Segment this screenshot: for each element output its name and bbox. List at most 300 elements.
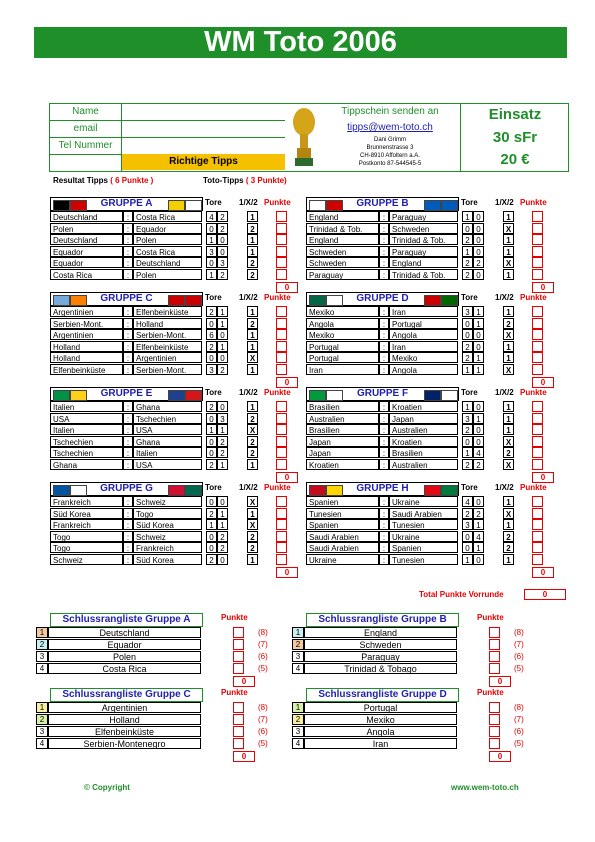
home-goals[interactable]: 3 (462, 413, 473, 424)
home-goals[interactable]: 6 (206, 329, 217, 340)
away-goals[interactable]: 4 (473, 531, 484, 542)
final-points-box (233, 651, 244, 662)
toto-tip[interactable]: 1 (503, 246, 514, 257)
total-preliminary-value: 0 (524, 589, 566, 600)
home-goals[interactable]: 0 (206, 447, 217, 458)
toto-tip[interactable]: X (247, 424, 258, 435)
away-goals[interactable]: 2 (473, 459, 484, 470)
away-goals[interactable]: 0 (473, 269, 484, 280)
away-goals[interactable]: 0 (473, 211, 484, 222)
away-goals[interactable]: 2 (217, 531, 228, 542)
toto-tip[interactable]: 1 (247, 211, 258, 222)
toto-tip[interactable]: 2 (247, 531, 258, 542)
away-goals[interactable]: 0 (473, 223, 484, 234)
home-goals[interactable]: 0 (206, 496, 217, 507)
match-row (50, 496, 310, 507)
match-row (306, 329, 566, 340)
final-team[interactable]: Paraguay (304, 651, 457, 662)
away-team: Ghana (133, 401, 202, 412)
home-goals[interactable]: 0 (206, 223, 217, 234)
flag-icon (309, 485, 326, 496)
toto-tip[interactable]: 1 (247, 329, 258, 340)
toto-tip[interactable]: 2 (247, 223, 258, 234)
separator: : (379, 352, 389, 363)
flag-icon (424, 295, 441, 306)
away-goals[interactable]: 1 (217, 519, 228, 530)
away-goals[interactable]: 1 (217, 508, 228, 519)
toto-tip[interactable]: 1 (247, 508, 258, 519)
toto-tip[interactable]: 1 (247, 401, 258, 412)
send-postkonto: Postkonto 87-544545-5 (358, 161, 422, 167)
match-row (306, 496, 566, 507)
match-row (306, 447, 566, 458)
toto-tip[interactable]: 2 (503, 542, 514, 553)
separator: : (123, 223, 133, 234)
final-team[interactable]: Iran (304, 738, 457, 749)
toto-tip[interactable]: 2 (247, 436, 258, 447)
away-goals[interactable]: 1 (473, 306, 484, 317)
toto-tip[interactable]: X (503, 436, 514, 447)
final-team[interactable]: Argentinien (48, 702, 201, 713)
tip-header: 1/X/2 (239, 483, 258, 492)
separator: : (123, 554, 133, 565)
toto-tip[interactable]: X (503, 257, 514, 268)
final-points-value: (5) (514, 739, 524, 748)
points-box (532, 257, 543, 268)
final-team[interactable]: Holland (48, 714, 201, 725)
toto-tip[interactable]: 1 (503, 352, 514, 363)
home-goals[interactable]: 3 (206, 364, 217, 375)
final-points-header: Punkte (477, 688, 504, 697)
away-goals[interactable]: 2 (217, 211, 228, 222)
final-team[interactable]: England (304, 627, 457, 638)
group-name: GRUPPE H (356, 483, 409, 494)
home-goals[interactable]: 2 (462, 352, 473, 363)
group-total: 0 (532, 282, 554, 293)
points-box (532, 447, 543, 458)
final-team[interactable]: Portugal (304, 702, 457, 713)
toto-tip[interactable]: 2 (247, 257, 258, 268)
toto-tip[interactable]: X (247, 496, 258, 507)
away-team: Ukraine (389, 531, 458, 542)
final-team[interactable]: Mexiko (304, 714, 457, 725)
match-row (306, 257, 566, 268)
toto-tip[interactable]: 1 (247, 459, 258, 470)
home-goals[interactable]: 2 (462, 508, 473, 519)
away-goals[interactable]: 0 (473, 341, 484, 352)
home-goals[interactable]: 0 (462, 223, 473, 234)
final-points-value: (6) (258, 727, 268, 736)
points-box (532, 269, 543, 280)
away-goals[interactable]: 2 (217, 269, 228, 280)
home-goals[interactable]: 2 (462, 269, 473, 280)
away-goals[interactable]: 0 (217, 246, 228, 257)
separator: : (379, 269, 389, 280)
away-team: Argentinien (133, 352, 202, 363)
final-team[interactable]: Deutschland (48, 627, 201, 638)
away-goals[interactable]: 0 (217, 352, 228, 363)
final-points-value: (8) (514, 628, 524, 637)
home-goals[interactable]: 2 (462, 234, 473, 245)
flag-icon (309, 200, 326, 211)
final-total: 0 (489, 751, 511, 762)
final-points-box (489, 738, 500, 749)
match-row (306, 554, 566, 565)
name-field[interactable] (122, 104, 285, 121)
home-goals[interactable]: 0 (462, 436, 473, 447)
final-team[interactable]: Costa Rica (48, 663, 201, 674)
flag-icon (326, 295, 343, 306)
toto-tip[interactable]: 1 (247, 234, 258, 245)
points-header: Punkte (520, 388, 547, 397)
home-team: England (306, 211, 379, 222)
points-box (276, 341, 287, 352)
goals-header: Tore (205, 388, 222, 397)
home-team: Elfenbeinküste (50, 364, 123, 375)
home-goals[interactable]: 4 (206, 211, 217, 222)
final-total: 0 (489, 676, 511, 687)
home-goals[interactable]: 2 (206, 554, 217, 565)
toto-tip[interactable]: 1 (503, 401, 514, 412)
final-ranking-title: Schlussrangliste Gruppe C (50, 688, 203, 702)
toto-tip[interactable]: 1 (503, 341, 514, 352)
away-goals[interactable]: 3 (217, 413, 228, 424)
toto-tip[interactable]: 2 (503, 531, 514, 542)
home-team: Tschechien (50, 436, 123, 447)
flag-icon (70, 390, 87, 401)
group-title (306, 387, 459, 401)
toto-tip[interactable]: 1 (247, 306, 258, 317)
final-team[interactable]: Angola (304, 726, 457, 737)
away-team: Equador (133, 223, 202, 234)
away-goals[interactable]: 0 (473, 496, 484, 507)
points-box (532, 554, 543, 565)
toto-tip[interactable]: X (503, 459, 514, 470)
group-name: GRUPPE G (100, 483, 153, 494)
away-goals[interactable]: 1 (217, 341, 228, 352)
points-box (532, 436, 543, 447)
separator: : (379, 306, 389, 317)
match-row (50, 257, 310, 268)
home-goals[interactable]: 1 (462, 401, 473, 412)
away-team: Portugal (389, 318, 458, 329)
final-points-value: (7) (514, 715, 524, 724)
away-team: Trinidad & Tob. (389, 234, 458, 245)
separator: : (123, 211, 133, 222)
rank-number: 2 (292, 639, 304, 650)
toto-tip[interactable]: 1 (503, 413, 514, 424)
group-total: 0 (276, 282, 298, 293)
flag-icon (424, 485, 441, 496)
home-team: Frankreich (50, 519, 123, 530)
final-points-box (489, 702, 500, 713)
away-goals[interactable]: 2 (217, 447, 228, 458)
match-row (50, 318, 310, 329)
away-goals[interactable]: 1 (217, 459, 228, 470)
away-goals[interactable]: 2 (217, 542, 228, 553)
home-goals[interactable]: 2 (206, 508, 217, 519)
final-points-value: (7) (514, 640, 524, 649)
away-goals[interactable]: 1 (217, 424, 228, 435)
toto-tip[interactable]: 2 (247, 542, 258, 553)
goals-header: Tore (461, 198, 478, 207)
home-goals[interactable]: 2 (206, 306, 217, 317)
home-team: Saudi Arabien (306, 542, 379, 553)
home-team: Equador (50, 257, 123, 268)
home-team: Togo (50, 531, 123, 542)
toto-tip[interactable]: 1 (503, 269, 514, 280)
page-title: WM Toto 2006 (34, 27, 567, 58)
away-team: Iran (389, 306, 458, 317)
home-goals[interactable]: 1 (206, 234, 217, 245)
away-goals[interactable]: 0 (473, 554, 484, 565)
group-total: 0 (276, 567, 298, 578)
away-team: Tunesien (389, 554, 458, 565)
away-goals[interactable]: 0 (217, 329, 228, 340)
away-goals[interactable]: 1 (217, 318, 228, 329)
final-points-box (489, 714, 500, 725)
match-row (50, 329, 310, 340)
home-goals[interactable]: 1 (206, 269, 217, 280)
separator: : (379, 318, 389, 329)
home-team: Süd Korea (50, 508, 123, 519)
home-goals[interactable]: 1 (462, 554, 473, 565)
home-goals[interactable]: 2 (206, 459, 217, 470)
stake-eur: 20 € (500, 151, 530, 168)
toto-tip[interactable]: X (503, 223, 514, 234)
final-points-box (489, 726, 500, 737)
home-goals[interactable]: 1 (462, 246, 473, 257)
points-box (276, 223, 287, 234)
match-row (50, 436, 310, 447)
away-goals[interactable]: 3 (217, 257, 228, 268)
match-row (306, 352, 566, 363)
rank-number: 1 (292, 627, 304, 638)
home-goals[interactable]: 0 (206, 531, 217, 542)
toto-tip[interactable]: X (247, 519, 258, 530)
toto-tip[interactable]: 1 (503, 496, 514, 507)
match-row (50, 246, 310, 257)
home-goals[interactable]: 2 (462, 341, 473, 352)
rank-number: 1 (36, 627, 48, 638)
home-goals[interactable]: 0 (206, 318, 217, 329)
toto-tip[interactable]: 1 (247, 554, 258, 565)
flag-icon (53, 485, 70, 496)
goals-header: Tore (461, 388, 478, 397)
rank-number: 1 (292, 702, 304, 713)
points-header: Punkte (264, 198, 291, 207)
home-goals[interactable]: 1 (206, 519, 217, 530)
home-team: USA (50, 413, 123, 424)
toto-tip[interactable]: 2 (503, 447, 514, 458)
stake-chf: 30 sFr (492, 129, 538, 146)
toto-tip[interactable]: 1 (247, 364, 258, 375)
home-goals[interactable]: 0 (206, 257, 217, 268)
away-goals[interactable]: 1 (473, 519, 484, 530)
match-row (306, 269, 566, 280)
points-header: Punkte (520, 483, 547, 492)
name-label: Name (50, 104, 122, 121)
away-goals[interactable]: 0 (217, 401, 228, 412)
home-team: Trinidad & Tob. (306, 223, 379, 234)
toto-tips-points: ( 3 Punkte) (245, 176, 287, 185)
toto-tip[interactable]: 1 (503, 234, 514, 245)
home-goals[interactable]: 1 (206, 424, 217, 435)
away-goals[interactable]: 0 (473, 424, 484, 435)
toto-tip[interactable]: X (503, 329, 514, 340)
toto-tip[interactable]: 1 (503, 211, 514, 222)
tel-field[interactable] (122, 138, 285, 155)
final-total: 0 (233, 676, 255, 687)
toto-tip[interactable]: 1 (503, 554, 514, 565)
away-goals[interactable]: 0 (217, 554, 228, 565)
match-row (306, 364, 566, 375)
away-goals[interactable]: 0 (473, 436, 484, 447)
home-goals[interactable]: 2 (462, 257, 473, 268)
separator: : (123, 364, 133, 375)
points-box (532, 341, 543, 352)
final-points-box (233, 702, 244, 713)
away-goals[interactable]: 1 (473, 352, 484, 363)
final-team[interactable]: Schweden (304, 639, 457, 650)
toto-tip[interactable]: 1 (503, 424, 514, 435)
away-goals[interactable]: 1 (473, 542, 484, 553)
match-row (50, 234, 310, 245)
home-goals[interactable]: 0 (462, 542, 473, 553)
toto-tip[interactable]: 2 (247, 318, 258, 329)
away-team: Italien (133, 447, 202, 458)
separator: : (123, 401, 133, 412)
away-goals[interactable]: 2 (217, 364, 228, 375)
away-goals[interactable]: 2 (217, 436, 228, 447)
home-team: Spanien (306, 496, 379, 507)
match-row (306, 508, 566, 519)
toto-tip[interactable]: 2 (247, 269, 258, 280)
toto-tip[interactable]: 2 (503, 318, 514, 329)
home-goals[interactable]: 3 (462, 519, 473, 530)
rank-number: 4 (36, 663, 48, 674)
away-team: Deutschland (133, 257, 202, 268)
match-row (306, 318, 566, 329)
final-points-value: (8) (258, 628, 268, 637)
final-team[interactable]: Trinidad & Tobago (304, 663, 457, 674)
footer-url[interactable]: www.wem-toto.ch (451, 783, 519, 792)
away-goals[interactable]: 0 (473, 234, 484, 245)
away-goals[interactable]: 2 (217, 223, 228, 234)
toto-tip[interactable]: 1 (503, 306, 514, 317)
separator: : (379, 508, 389, 519)
points-box (532, 306, 543, 317)
toto-tip[interactable]: 1 (247, 246, 258, 257)
away-goals[interactable]: 0 (473, 329, 484, 340)
home-goals[interactable]: 0 (462, 318, 473, 329)
home-team: Australien (306, 413, 379, 424)
toto-tip[interactable]: 1 (503, 519, 514, 530)
home-goals[interactable]: 1 (462, 211, 473, 222)
away-goals[interactable]: 2 (473, 508, 484, 519)
away-goals[interactable]: 0 (217, 234, 228, 245)
tip-header: 1/X/2 (239, 293, 258, 302)
separator: : (123, 424, 133, 435)
flag-icon (441, 200, 458, 211)
home-goals[interactable]: 1 (462, 447, 473, 458)
group-title (50, 292, 203, 306)
away-goals[interactable]: 4 (473, 447, 484, 458)
flag-icon (70, 295, 87, 306)
away-goals[interactable]: 0 (473, 246, 484, 257)
away-goals[interactable]: 1 (473, 413, 484, 424)
home-team: Holland (50, 352, 123, 363)
home-goals[interactable]: 1 (462, 364, 473, 375)
away-goals[interactable]: 1 (473, 318, 484, 329)
separator: : (123, 436, 133, 447)
away-goals[interactable]: 0 (473, 401, 484, 412)
final-team[interactable]: Serbien-Montenegro (48, 738, 201, 749)
away-goals[interactable]: 1 (473, 364, 484, 375)
toto-tip[interactable]: 2 (247, 447, 258, 458)
final-team[interactable]: Polen (48, 651, 201, 662)
points-header: Punkte (264, 388, 291, 397)
home-goals[interactable]: 0 (462, 531, 473, 542)
final-team[interactable]: Equador (48, 639, 201, 650)
home-goals[interactable]: 0 (206, 352, 217, 363)
toto-tip[interactable]: 2 (247, 413, 258, 424)
home-goals[interactable]: 2 (462, 424, 473, 435)
home-goals[interactable]: 2 (206, 341, 217, 352)
final-team[interactable]: Elfenbeinküste (48, 726, 201, 737)
home-goals[interactable]: 2 (206, 401, 217, 412)
flag-icon (185, 200, 202, 211)
email-field[interactable] (122, 121, 285, 138)
toto-tip[interactable]: X (503, 508, 514, 519)
away-goals[interactable]: 2 (473, 257, 484, 268)
separator: : (379, 531, 389, 542)
flag-icon (70, 485, 87, 496)
flag-icon (53, 295, 70, 306)
separator: : (379, 496, 389, 507)
flag-icon (309, 295, 326, 306)
home-goals[interactable]: 0 (462, 329, 473, 340)
match-row (306, 459, 566, 470)
away-goals[interactable]: 1 (217, 306, 228, 317)
home-goals[interactable]: 0 (206, 413, 217, 424)
home-goals[interactable]: 0 (206, 436, 217, 447)
send-email-link[interactable]: tipps@wem-toto.ch (347, 122, 433, 133)
home-goals[interactable]: 3 (462, 306, 473, 317)
away-team: Paraguay (389, 211, 458, 222)
separator: : (379, 257, 389, 268)
home-team: Tunesien (306, 508, 379, 519)
away-goals[interactable]: 0 (217, 496, 228, 507)
points-box (532, 401, 543, 412)
rank-number: 4 (292, 663, 304, 674)
home-team: Brasilien (306, 424, 379, 435)
entry-header (49, 103, 569, 172)
home-goals[interactable]: 3 (206, 246, 217, 257)
final-points-value: (6) (258, 652, 268, 661)
toto-tip[interactable]: 1 (247, 341, 258, 352)
toto-tip[interactable]: X (247, 352, 258, 363)
home-goals[interactable]: 4 (462, 496, 473, 507)
home-team: Schweden (306, 257, 379, 268)
home-goals[interactable]: 2 (462, 459, 473, 470)
toto-tip[interactable]: X (503, 364, 514, 375)
away-team: USA (133, 424, 202, 435)
points-box (532, 318, 543, 329)
match-row (50, 508, 310, 519)
stake-label: Einsatz (488, 106, 542, 123)
home-goals[interactable]: 0 (206, 542, 217, 553)
